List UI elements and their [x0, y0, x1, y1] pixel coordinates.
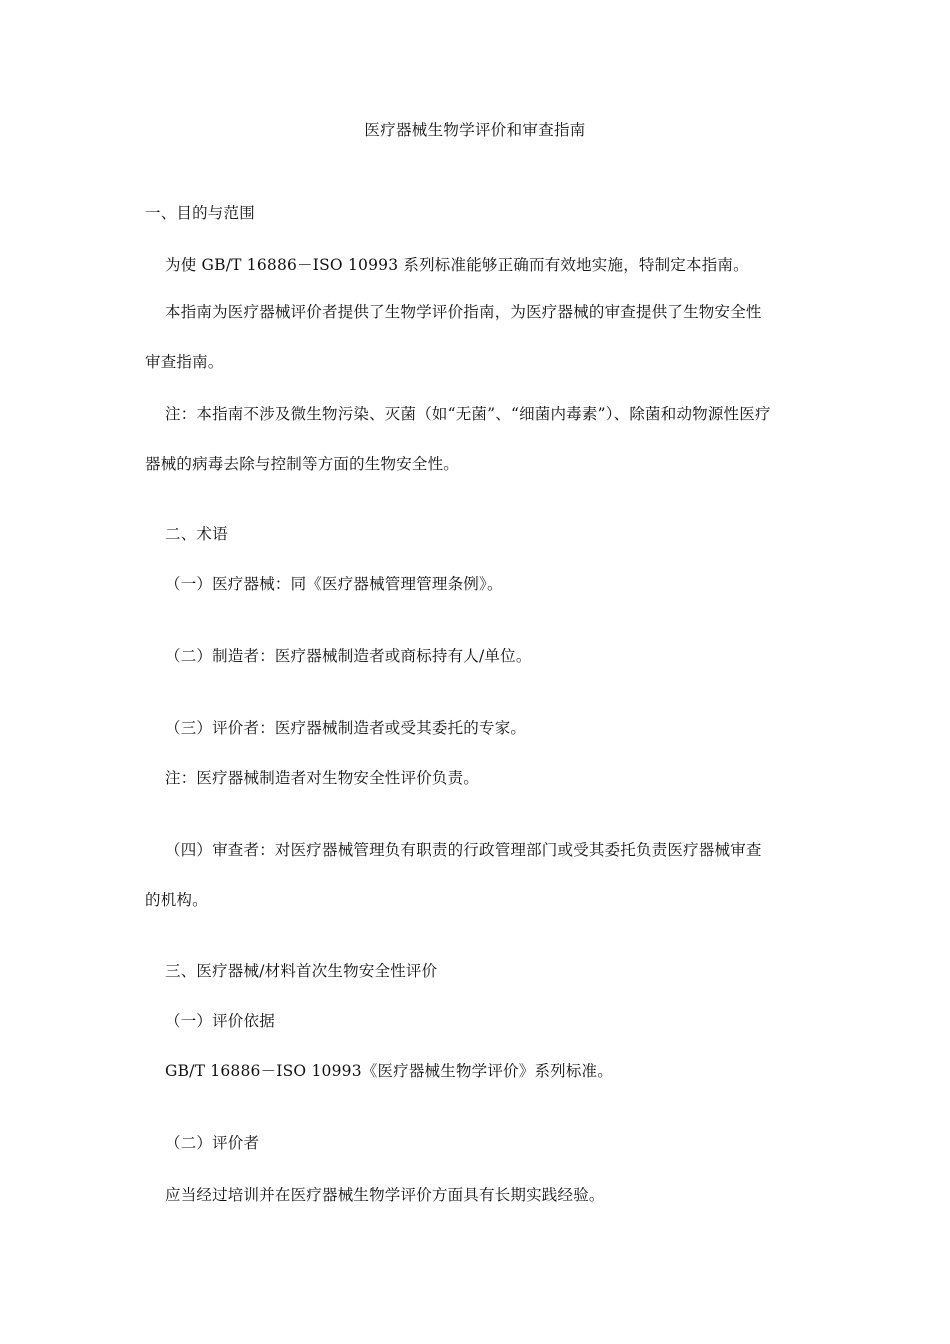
subsection-heading: （一）评价依据 [165, 1012, 275, 1030]
paragraph-line: GB/T 16886－ISO 10993《医疗器械生物学评价》系列标准。 [165, 1062, 613, 1080]
paragraph-line: 应当经过培训并在医疗器械生物学评价方面具有长期实践经验。 [165, 1186, 605, 1204]
term-line: （二）制造者：医疗器械制造者或商标持有人/单位。 [165, 647, 532, 665]
term-line: 的机构。 [145, 891, 208, 909]
note-line: 注：本指南不涉及微生物污染、灭菌（如“无菌”、“细菌内毒素”）、除菌和动物源性医疗 [165, 405, 771, 423]
term-line: （一）医疗器械：同《医疗器械管理管理条例》。 [165, 575, 503, 593]
term-line: （三）评价者：医疗器械制造者或受其委托的专家。 [165, 719, 527, 737]
subsection-heading: （二）评价者 [165, 1134, 260, 1152]
term-line: （四）审查者：对医疗器械管理负有职责的行政管理部门或受其委托负责医疗器械审查 [165, 841, 762, 859]
note-line: 器械的病毒去除与控制等方面的生物安全性。 [145, 455, 460, 473]
section-heading-purpose-scope: 一、目的与范围 [145, 204, 255, 222]
paragraph-line: 审查指南。 [145, 353, 224, 371]
paragraph-line: 为使 GB/T 16886－ISO 10993 系列标准能够正确而有效地实施，特制定本指南。 [165, 256, 749, 274]
section-heading-terms: 二、术语 [165, 525, 228, 543]
section-heading-first-evaluation: 三、医疗器械/材料首次生物安全性评价 [165, 962, 438, 980]
document-title: 医疗器械生物学评价和审查指南 [364, 121, 586, 139]
paragraph-line: 本指南为医疗器械评价者提供了生物学评价指南，为医疗器械的审查提供了生物安全性 [165, 303, 762, 321]
note-line: 注：医疗器械制造者对生物安全性评价负责。 [165, 769, 480, 787]
